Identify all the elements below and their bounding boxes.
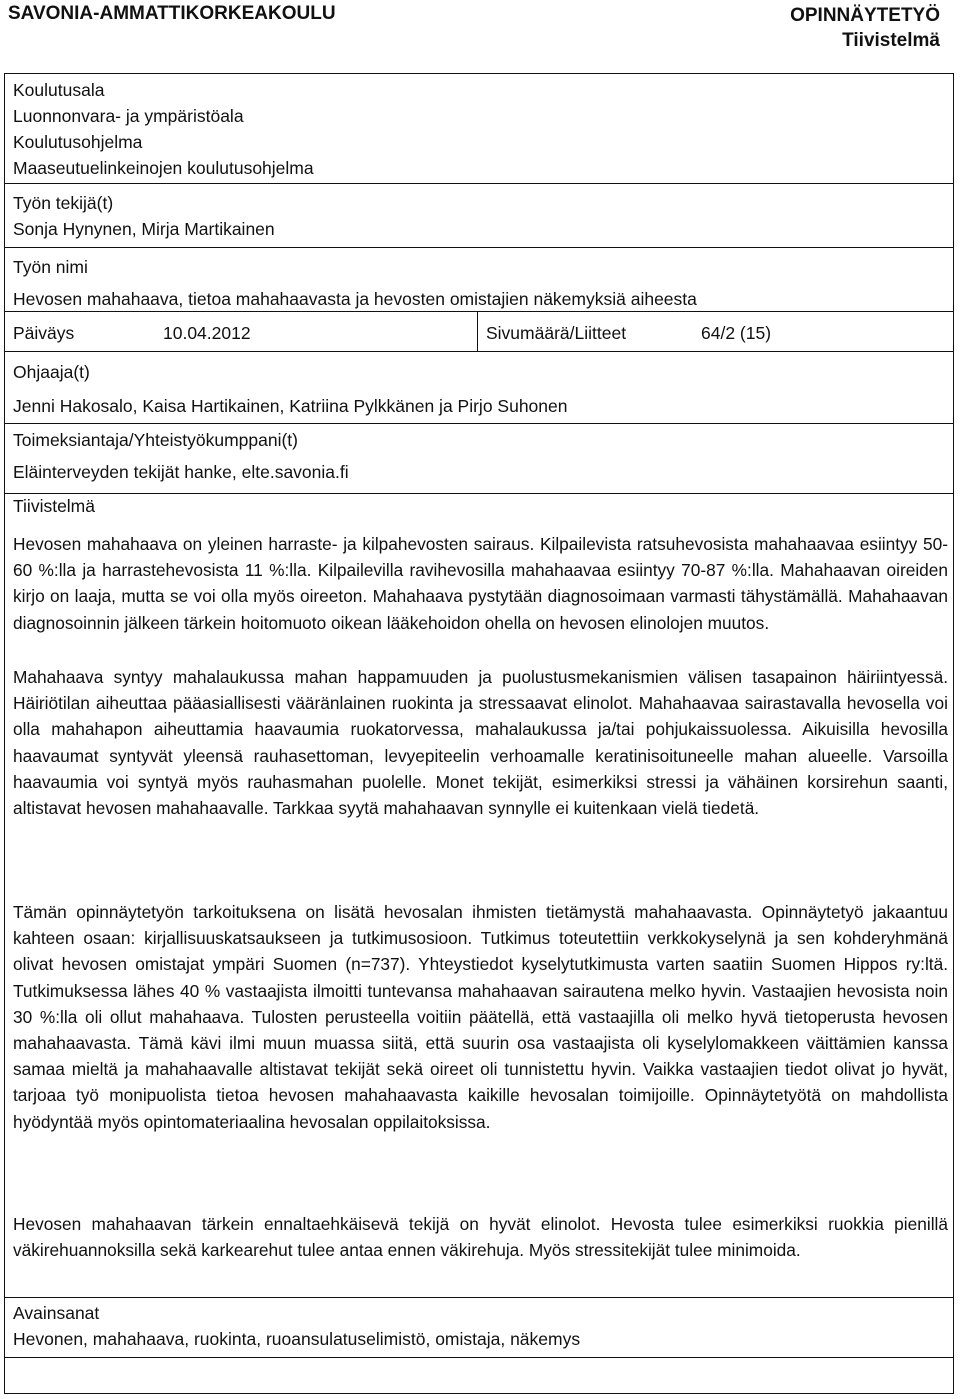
abstract-paragraph-2: Mahahaava syntyy mahalaukussa mahan happamuuden ja puolustusmekanismien välisen tasapainon häiriintyessä. Häiriötilan aiheuttaa pääasiallisesti vääränlainen ruokinta ja stressaavat elinolot. Mahahaavaa sairastavalla hevosella voi olla mahahapon aiheuttamia haavaumia ruokatorvessa, mahalaukussa ja/tai pohjukaissuolessa. Aikuisilla hevosilla haavaumat syntyvät yleensä rauhasettoman, levyepiteelin verhoamalle keratinisoituneelle mahan alueelle. Varsoilla haavaumia voi syntyä myös rauhasmahan puolelle. Monet tekijät, esimerkiksi stressi ja vähäinen korsirehun saanti, altistavat hevosen mahahaavalle. Tarkkaa syytä mahahaavan synnylle ei kuitenkaan vielä tiedetä. xyxy=(13,667,948,819)
ohjaaja-label: Ohjaaja(t) xyxy=(13,362,90,382)
toimeksiantaja-value: Eläinterveyden tekijät hanke, elte.savonia.fi xyxy=(13,462,349,482)
document-type-subtitle: Tiivistelmä xyxy=(842,30,940,51)
section-tiivistelma xyxy=(5,494,953,1298)
section-koulutus xyxy=(5,74,953,184)
avainsanat-label: Avainsanat xyxy=(13,1303,100,1323)
koulutusohjelma-label: Koulutusohjelma xyxy=(13,132,143,152)
section-empty xyxy=(5,1358,953,1394)
abstract-paragraph-4: Hevosen mahahaavan tärkein ennaltaehkäisevä tekijä on hyvät elinolot. Hevosta tulee esimerkiksi ruokkia pienillä väkirehuannoksilla sekä karkearehut tulee antaa ennen väkirehuja. Myös stressitekijät tulee minimoida. xyxy=(13,1214,948,1261)
section-ohjaaja xyxy=(5,352,953,424)
nimi-label: Työn nimi xyxy=(13,257,88,277)
document-type-title: OPINNÄYTETYÖ xyxy=(790,5,940,26)
sivumaara-value: 64/2 (15) xyxy=(701,323,772,343)
koulutusala-value: Luonnonvara- ja ympäristöala xyxy=(13,106,244,126)
tekija-label: Työn tekijä(t) xyxy=(13,193,114,213)
koulutusohjelma-value: Maaseutuelinkeinojen koulutusohjelma xyxy=(13,158,314,178)
document-type xyxy=(790,3,940,53)
tiivistelma-label: Tiivistelmä xyxy=(13,496,95,516)
koulutusala-label: Koulutusala xyxy=(13,80,105,100)
abstract-paragraph-1: Hevosen mahahaava on yleinen harraste- ja kilpahevosten sairaus. Kilpailevista ratsuhevosista mahahaavaa esiintyy 50-60 %:lla ja harrastehevosista 11 %:lla. Kilpailevilla ravihevosilla mahahaavaa esiintyy 70-87 %:lla. Mahahaavan oireiden kirjo on laaja, mutta se voi olla myös oireeton. Mahahaava pystytään diagnosoimaan varmasti tähystämällä. Mahahaavan diagnosoinnin jälkeen tärkein hoitomuoto oikean lääkehoidon ohella on hevosen elinolojen muutos. xyxy=(13,534,948,633)
section-paivays xyxy=(5,312,953,352)
toimeksiantaja-label: Toimeksiantaja/Yhteistyökumppani(t) xyxy=(13,430,298,450)
paivays-value: 10.04.2012 xyxy=(163,323,251,343)
abstract-form xyxy=(4,73,954,1394)
sivumaara-label: Sivumäärä/Liitteet xyxy=(486,323,627,343)
paivays-label: Päiväys xyxy=(13,323,75,343)
avainsanat-value: Hevonen, mahahaava, ruokinta, ruoansulatuselimistö, omistaja, näkemys xyxy=(13,1329,581,1349)
abstract-paragraph-3: Tämän opinnäytetyön tarkoituksena on lisätä hevosalan ihmisten tietämystä mahahaavasta. Opinnäytetyö jakaantuu kahteen osaan: kirjallisuuskatsaukseen ja tutkimusosioon. Tutkimus toteutettiin verkkokyselynä ja sen kohderyhmänä olivat hevosen omistajat ympäri Suomen (n=737). Yhteystiedot kyselytutkimusta varten saatiin Suomen Hippos ry:ltä. Tutkimuksessa lähes 40 % vastaajista ilmoitti tuntevansa mahahaavan sairautena melko hyvin. Vastaajien hevosista noin 30 %:lla oli ollut mahahaava. Tulosten perusteella voitiin päätellä, että vastaajilla oli melko hyvä tietoperusta hevosen mahahaavasta. Tämä kävi ilmi muun muassa siitä, että suurin osa vastaajista oli kyselylomakkeen väittämien kanssa samaa mieltä ja mahahaavalle altistavat tekijät sekä oireet oli tunnistettu hyvin. Vaikka vastaajien tiedot olivat jo hyvät, tarjoaa työ monipuolista tietoa hevosen mahahaavasta kaikille hevosalan toimijoille. Opinnäytetyötä on mahdollista hyödyntää myös opintomateriaalina hevosalan oppilaitoksissa. xyxy=(13,902,948,1132)
nimi-value: Hevosen mahahaava, tietoa mahahaavasta ja hevosten omistajien näkemyksiä aiheesta xyxy=(13,289,697,309)
section-toimeksiantaja xyxy=(5,424,953,494)
section-avainsanat xyxy=(5,1298,953,1358)
document-header xyxy=(0,0,960,62)
section-tekija xyxy=(5,184,953,248)
tekija-value: Sonja Hynynen, Mirja Martikainen xyxy=(13,219,275,239)
ohjaaja-value: Jenni Hakosalo, Kaisa Hartikainen, Katriina Pylkkänen ja Pirjo Suhonen xyxy=(13,396,568,416)
school-name: SAVONIA-AMMATTIKORKEAKOULU xyxy=(8,3,336,24)
section-nimi xyxy=(5,248,953,312)
column-divider xyxy=(477,312,478,351)
